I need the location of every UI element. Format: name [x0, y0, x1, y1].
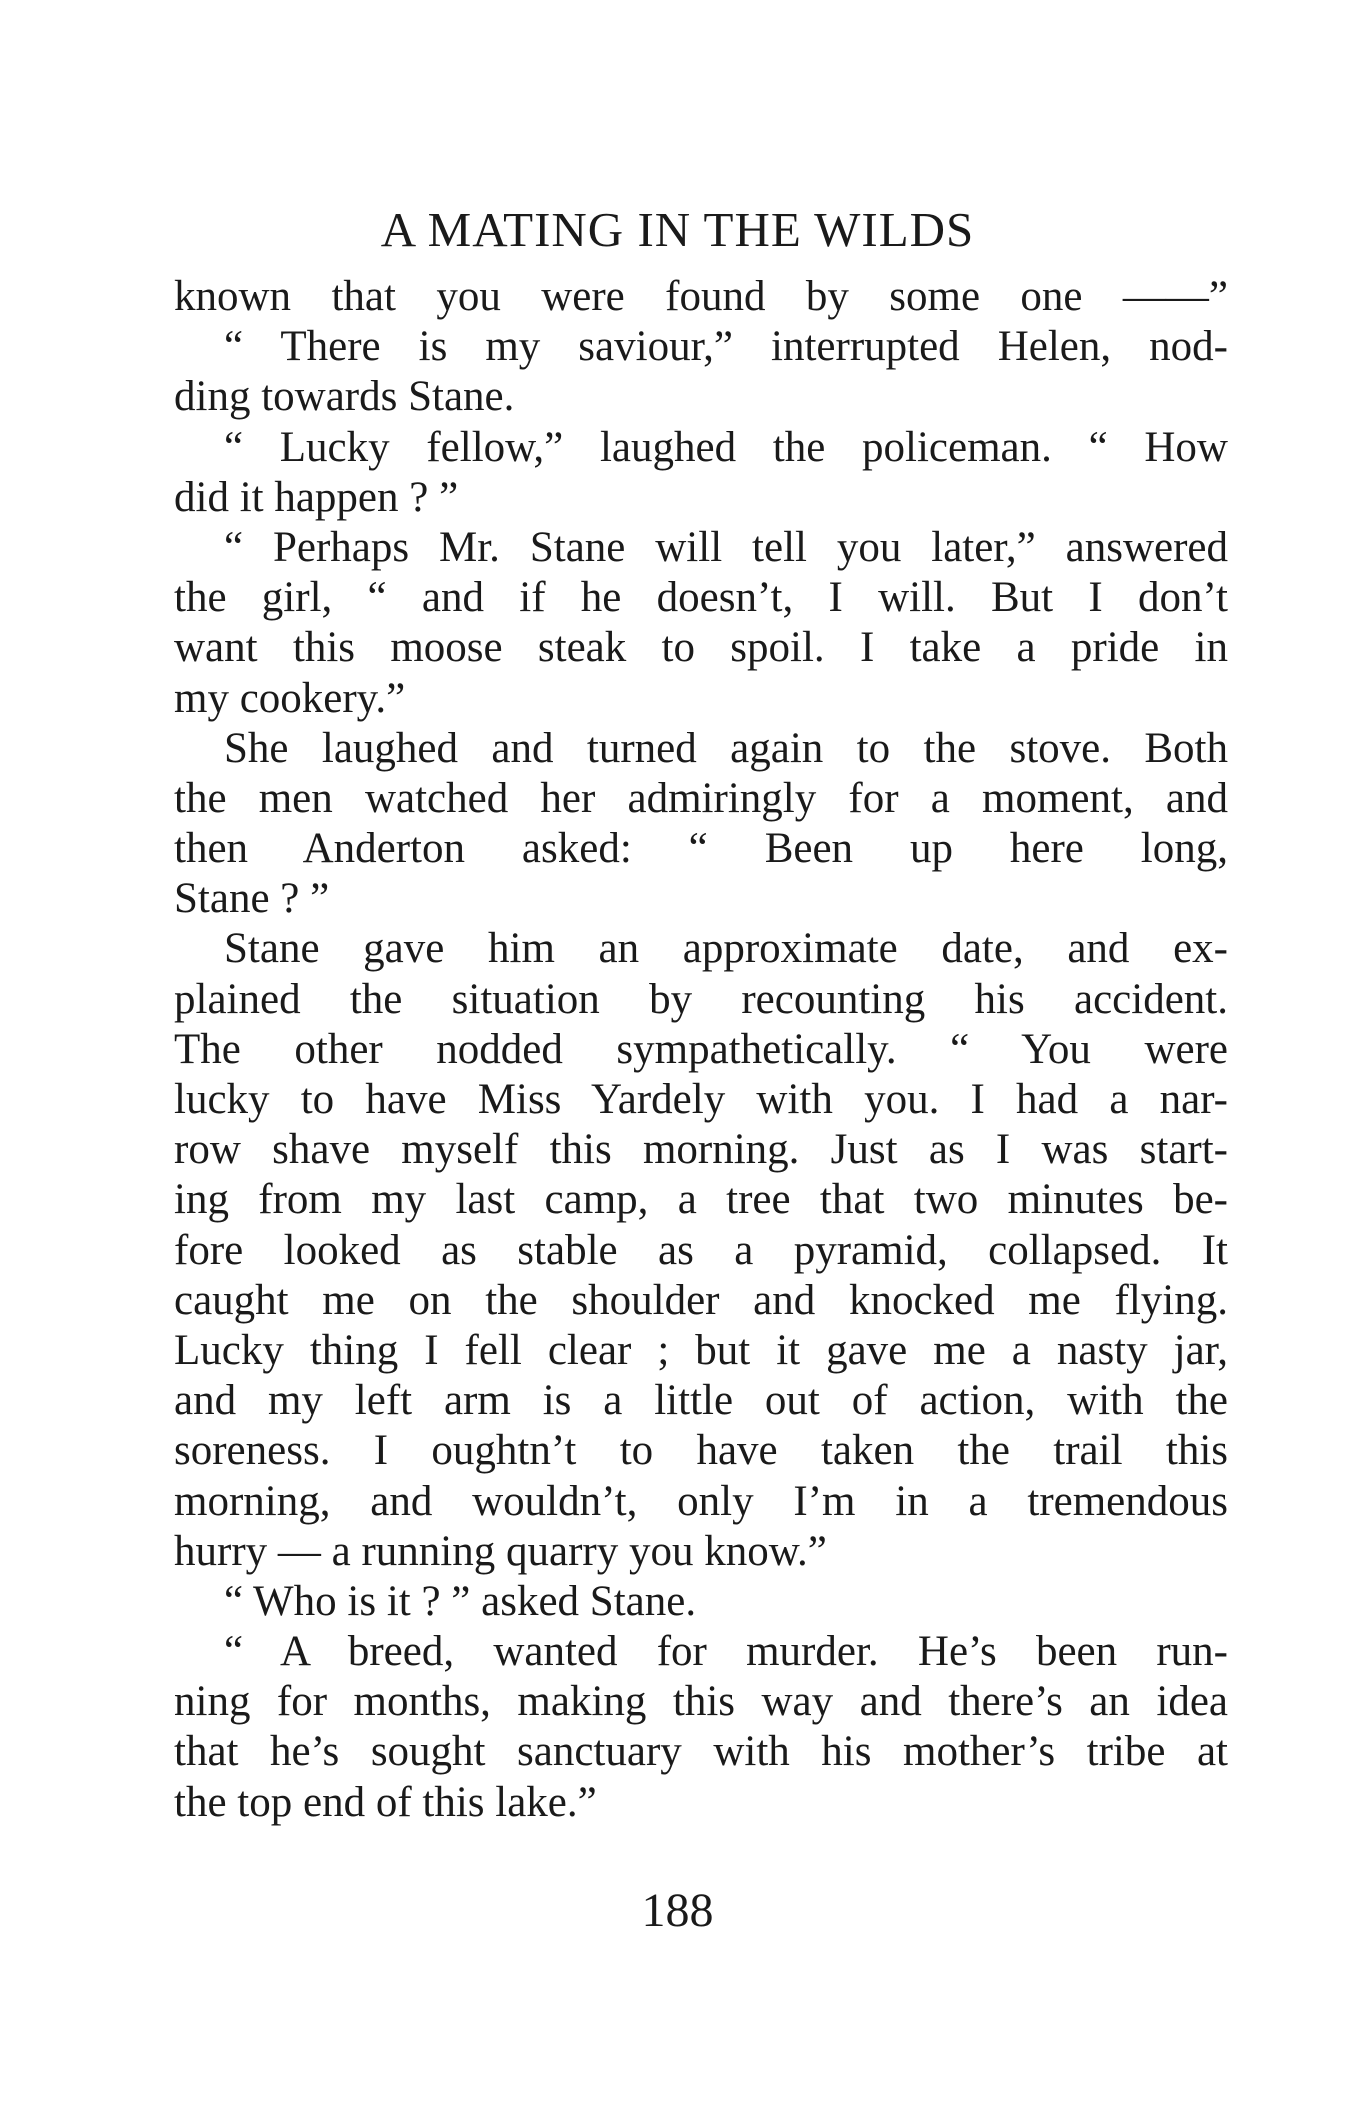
text-line: row shave myself this morning. Just as I was start-: [174, 1126, 1228, 1174]
text-line: Stane gave him an approximate date, and ex-: [224, 925, 1228, 973]
text-line: ning for months, making this way and there’s an idea: [174, 1678, 1228, 1726]
text-line: fore looked as stable as a pyramid, collapsed. It: [174, 1226, 1228, 1274]
text-line: The other nodded sympathetically. “ You were: [174, 1025, 1228, 1073]
text-line: my cookery.”: [174, 674, 406, 722]
text-line: the top end of this lake.”: [174, 1778, 597, 1826]
text-line: the men watched her admiringly for a moment, and: [174, 774, 1228, 822]
text-line: ding towards Stane.: [174, 373, 515, 421]
text-line: and my left arm is a little out of action, with the: [174, 1377, 1228, 1425]
body-text: [174, 272, 1228, 1828]
text-line: ing from my last camp, a tree that two minutes be-: [174, 1176, 1228, 1224]
text-line: She laughed and turned again to the stove. Both: [224, 724, 1228, 772]
text-line: Lucky thing I fell clear ; but it gave me a nasty jar,: [174, 1326, 1228, 1374]
text-line: “ Perhaps Mr. Stane will tell you later,” answered: [224, 523, 1228, 571]
text-line: that he’s sought sanctuary with his mother’s tribe at: [174, 1728, 1228, 1776]
text-line: morning, and wouldn’t, only I’m in a tremendous: [174, 1477, 1228, 1525]
text-line: want this moose steak to spoil. I take a pride in: [174, 624, 1228, 672]
text-line: hurry — a running quarry you know.”: [174, 1527, 827, 1575]
text-line: “ There is my saviour,” interrupted Helen, nod-: [224, 323, 1228, 371]
text-line: “ Who is it ? ” asked Stane.: [224, 1577, 697, 1625]
text-line: then Anderton asked: “ Been up here long,: [174, 825, 1228, 873]
running-head: A MATING IN THE WILDS: [380, 202, 975, 257]
text-line: known that you were found by some one ——”: [174, 273, 1228, 320]
text-line: caught me on the shoulder and knocked me flying.: [174, 1276, 1228, 1324]
text-line: plained the situation by recounting his accident.: [174, 975, 1228, 1023]
text-line: “ Lucky fellow,” laughed the policeman. “ How: [224, 423, 1228, 471]
page-number: 188: [641, 1884, 714, 1937]
text-line: “ A breed, wanted for murder. He’s been run-: [224, 1628, 1228, 1676]
text-line: did it happen ? ”: [174, 473, 459, 521]
text-line: soreness. I oughtn’t to have taken the trail this: [174, 1427, 1228, 1475]
text-line: the girl, “ and if he doesn’t, I will. But I don’t: [174, 574, 1228, 622]
text-line: Stane ? ”: [174, 875, 330, 923]
text-line: lucky to have Miss Yardely with you. I had a nar-: [174, 1076, 1228, 1123]
